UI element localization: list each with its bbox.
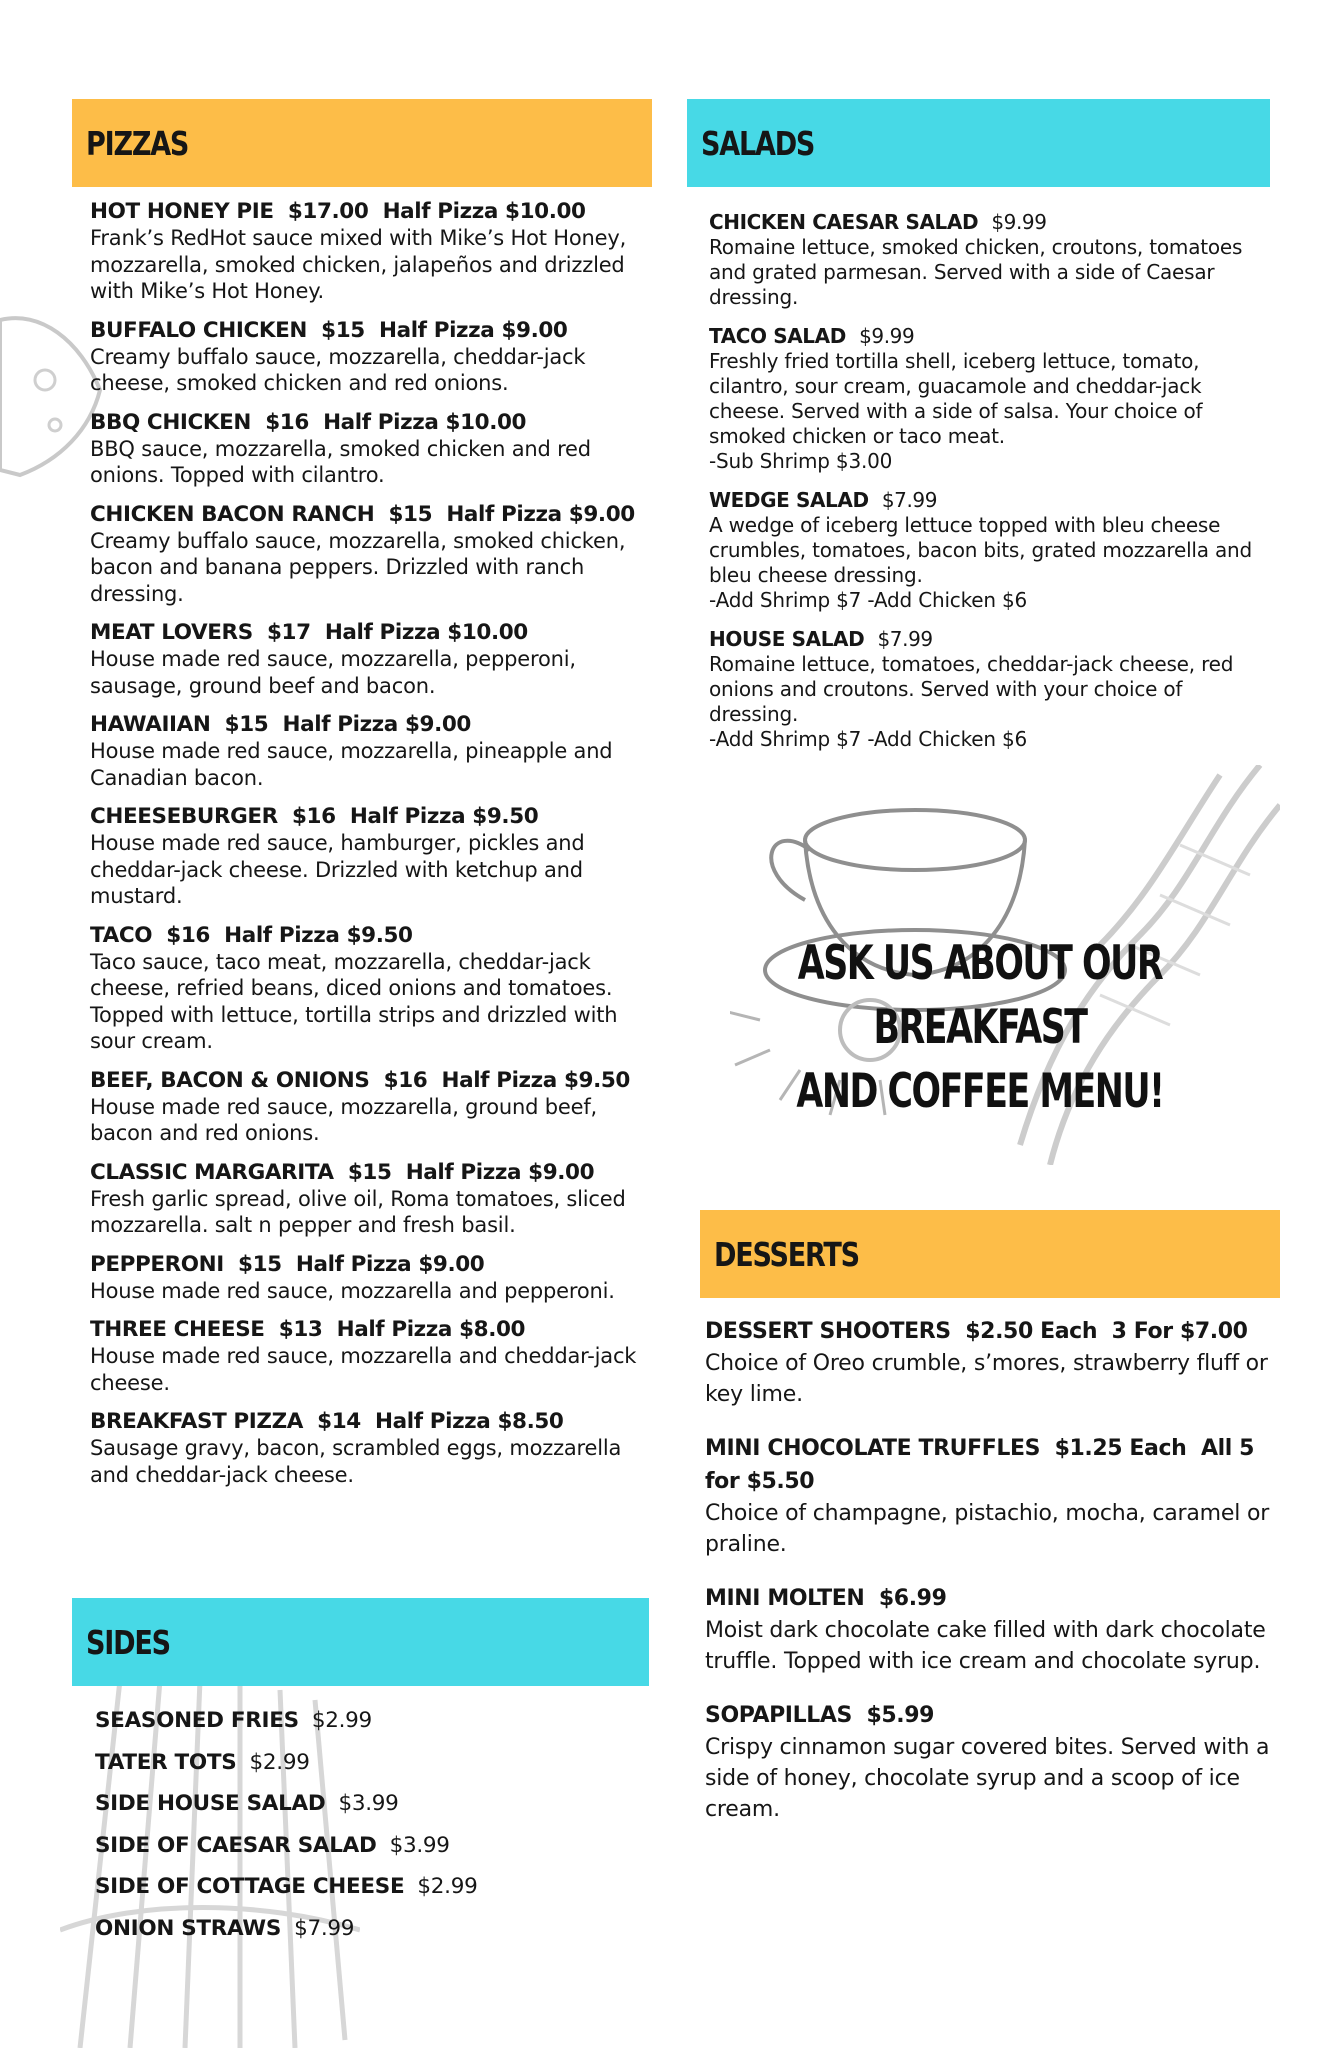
item-description: House made red sauce, mozzarella, ground beef, bacon and red onions. [90, 1094, 597, 1145]
item-price: $15 [321, 317, 365, 343]
sides-list [95, 1700, 635, 1949]
list-item [95, 1825, 635, 1867]
menu-item [705, 1582, 1270, 1677]
salads-banner [687, 99, 1270, 187]
item-name: SIDE HOUSE SALAD [95, 1791, 326, 1816]
menu-item [709, 627, 1269, 752]
item-price: $3.99 [338, 1791, 399, 1816]
item-name: CLASSIC MARGARITA [90, 1159, 334, 1185]
item-price: $1.25 Each [1054, 1436, 1187, 1461]
item-name: BBQ CHICKEN [90, 409, 252, 435]
item-description: Sausage gravy, bacon, scrambled eggs, mozzarella and cheddar-jack cheese. [90, 1436, 622, 1487]
item-price: $2.99 [249, 1749, 310, 1775]
breakfast-promo [728, 932, 1231, 1124]
item-half-price: Half Pizza $9.00 [379, 317, 568, 343]
item-price: $15 [238, 1251, 282, 1277]
item-description: House made red sauce, mozzarella and pepperoni. [90, 1278, 615, 1303]
list-item [95, 1700, 635, 1742]
list-item [95, 1742, 635, 1784]
menu-item [90, 198, 645, 305]
item-price: $2.50 Each [965, 1319, 1098, 1344]
item-price: $16 [166, 922, 210, 948]
pizzas-list [90, 198, 645, 1500]
item-half-price: Half Pizza $10.00 [382, 199, 586, 224]
list-item [95, 1866, 635, 1908]
menu-item [709, 488, 1269, 613]
item-price: $2.99 [417, 1874, 478, 1899]
item-price: $9.99 [991, 210, 1047, 234]
item-name: SEASONED FRIES [95, 1708, 299, 1733]
list-item [95, 1908, 635, 1950]
item-description: A wedge of iceberg lettuce topped with bleu cheese crumbles, tomatoes, bacon bits, grated mozzarella and bleu cheese dressing. [709, 513, 1253, 587]
item-description: Choice of champagne, pistachio, mocha, caramel or praline. [705, 1501, 1270, 1557]
menu-item [709, 210, 1269, 310]
item-name: HOUSE SALAD [709, 627, 865, 651]
item-name: DESSERT SHOOTERS [705, 1319, 951, 1344]
item-name: TACO SALAD [709, 324, 846, 348]
item-addon: -Add Shrimp $7 -Add Chicken $6 [709, 588, 1028, 612]
item-addon: -Sub Shrimp $3.00 [709, 449, 893, 473]
item-price: $7.99 [877, 627, 933, 651]
menu-item [90, 803, 645, 910]
pizzas-title: PIZZAS [86, 123, 189, 163]
item-name: THREE CHEESE [90, 1317, 265, 1342]
item-name: HAWAIIAN [90, 712, 211, 737]
item-price: $17 [266, 620, 311, 645]
item-price: $16 [265, 409, 309, 435]
menu-item [705, 1699, 1270, 1825]
menu-item [90, 409, 645, 489]
item-description: House made red sauce, mozzarella, pepperoni, sausage, ground beef and bacon. [90, 647, 576, 698]
item-name: WEDGE SALAD [709, 488, 869, 512]
item-name: TATER TOTS [95, 1749, 237, 1775]
menu-item [90, 1159, 645, 1239]
salads-title: SALADS [701, 123, 815, 163]
item-bundle-price: 3 For $7.00 [1111, 1319, 1248, 1344]
item-half-price: Half Pizza $8.00 [336, 1317, 526, 1342]
item-description: Frank’s RedHot sauce mixed with Mike’s Hot Honey, mozzarella, smoked chicken, jalapeños and drizzled with Mike’s Hot Honey. [90, 226, 627, 303]
sides-banner [72, 1598, 649, 1686]
desserts-title: DESSERTS [714, 1234, 859, 1274]
item-name: BUFFALO CHICKEN [90, 317, 307, 343]
salads-list [709, 210, 1269, 766]
item-price: $16 [291, 804, 336, 829]
item-price: $3.99 [389, 1832, 450, 1858]
menu-item [90, 1067, 645, 1147]
desserts-list [705, 1315, 1270, 1847]
menu-item [90, 619, 645, 699]
item-name: BREAKFAST PIZZA [90, 1409, 303, 1434]
menu-item [90, 1251, 645, 1305]
sides-title: SIDES [86, 1622, 170, 1662]
promo-line-1: ASK US ABOUT OUR BREAKFAST [797, 936, 1163, 1055]
item-name: ONION STRAWS [95, 1915, 282, 1941]
item-description: Choice of Oreo crumble, s’mores, strawberry fluff or key lime. [705, 1351, 1268, 1407]
menu-item [90, 711, 645, 791]
item-price: $13 [278, 1317, 323, 1342]
item-price: $17.00 [287, 199, 369, 224]
item-price: $7.99 [881, 488, 938, 512]
item-price: $15 [388, 501, 433, 527]
item-name: SOPAPILLAS [705, 1703, 852, 1728]
pizzas-banner [72, 99, 652, 187]
menu-item [90, 1408, 645, 1488]
desserts-banner [700, 1210, 1280, 1298]
item-description: Fresh garlic spread, olive oil, Roma tomatoes, sliced mozzarella. salt n pepper and fresh basil. [90, 1186, 626, 1237]
item-name: PEPPERONI [90, 1251, 224, 1277]
item-name: TACO [90, 922, 153, 948]
item-half-price: Half Pizza $9.50 [441, 1067, 630, 1093]
item-description: House made red sauce, mozzarella, pineapple and Canadian bacon. [90, 739, 613, 790]
item-description: Crispy cinnamon sugar covered bites. Served with a side of honey, chocolate syrup and a scoop of ice cream. [705, 1735, 1270, 1822]
menu-item [90, 317, 645, 397]
item-half-price: Half Pizza $8.50 [375, 1409, 564, 1434]
item-description: Taco sauce, taco meat, mozzarella, cheddar-jack cheese, refried beans, diced onions and tomatoes. Topped with lettuce, tortilla strips and drizzled with sour cream. [90, 949, 618, 1053]
item-name: MEAT LOVERS [90, 620, 253, 645]
item-half-price: Half Pizza $9.00 [446, 501, 635, 527]
item-description: Freshly fried tortilla shell, iceberg lettuce, tomato, cilantro, sour cream, guacamole and cheddar-jack cheese. Served with a side of salsa. Your choice of smoked chicken or taco meat. [709, 349, 1203, 448]
item-name: SIDE OF COTTAGE CHEESE [95, 1874, 405, 1899]
item-price: $16 [383, 1067, 428, 1093]
item-addon: -Add Shrimp $7 -Add Chicken $6 [709, 727, 1028, 751]
item-description: BBQ sauce, mozzarella, smoked chicken and red onions. Topped with cilantro. [90, 436, 591, 487]
item-name: MINI MOLTEN [705, 1586, 865, 1611]
item-half-price: Half Pizza $10.00 [323, 409, 527, 435]
item-name: SIDE OF CAESAR SALAD [95, 1832, 377, 1858]
item-price: $14 [317, 1409, 361, 1434]
item-description: Romaine lettuce, tomatoes, cheddar-jack cheese, red onions and croutons. Served with your choice of dressing. [709, 652, 1234, 726]
item-name: CHICKEN BACON RANCH [90, 501, 375, 527]
item-half-price: Half Pizza $9.50 [349, 804, 539, 829]
item-half-price: Half Pizza $10.00 [324, 620, 528, 645]
list-item [95, 1783, 635, 1825]
item-price: $15 [224, 712, 269, 737]
item-price: $2.99 [311, 1708, 372, 1733]
item-half-price: Half Pizza $9.00 [405, 1159, 595, 1185]
menu-item [705, 1432, 1270, 1560]
item-name: HOT HONEY PIE [90, 199, 274, 224]
item-bundle-price: All 5 for $5.50 [705, 1436, 1255, 1494]
menu-item [705, 1315, 1270, 1410]
item-half-price: Half Pizza $9.50 [224, 922, 413, 948]
item-price: $5.99 [866, 1703, 935, 1728]
item-description: Moist dark chocolate cake filled with dark chocolate truffle. Topped with ice cream and chocolate syrup. [705, 1618, 1266, 1674]
item-description: House made red sauce, mozzarella and cheddar-jack cheese. [90, 1344, 637, 1395]
item-name: BEEF, BACON & ONIONS [90, 1067, 370, 1093]
item-name: CHEESEBURGER [90, 804, 278, 829]
item-price: $6.99 [878, 1586, 947, 1611]
menu-item [90, 922, 645, 1055]
item-price: $9.99 [859, 324, 915, 348]
menu-item [90, 1316, 645, 1396]
item-price: $7.99 [294, 1915, 355, 1941]
item-description: Romaine lettuce, smoked chicken, croutons, tomatoes and grated parmesan. Served with a side of Caesar dressing. [709, 235, 1243, 309]
item-price: $15 [347, 1159, 392, 1185]
item-half-price: Half Pizza $9.00 [295, 1251, 485, 1277]
menu-item [709, 324, 1269, 474]
item-description: Creamy buffalo sauce, mozzarella, smoked chicken, bacon and banana peppers. Drizzled with ranch dressing. [90, 528, 626, 606]
item-description: Creamy buffalo sauce, mozzarella, cheddar-jack cheese, smoked chicken and red onions. [90, 344, 586, 395]
item-name: MINI CHOCOLATE TRUFFLES [705, 1436, 1041, 1461]
item-half-price: Half Pizza $9.00 [282, 712, 471, 737]
item-name: CHICKEN CAESAR SALAD [709, 210, 979, 234]
item-description: House made red sauce, hamburger, pickles and cheddar-jack cheese. Drizzled with ketchup and mustard. [90, 831, 585, 908]
promo-line-2: AND COFFEE MENU! [796, 1064, 1164, 1119]
menu-item [90, 501, 645, 608]
